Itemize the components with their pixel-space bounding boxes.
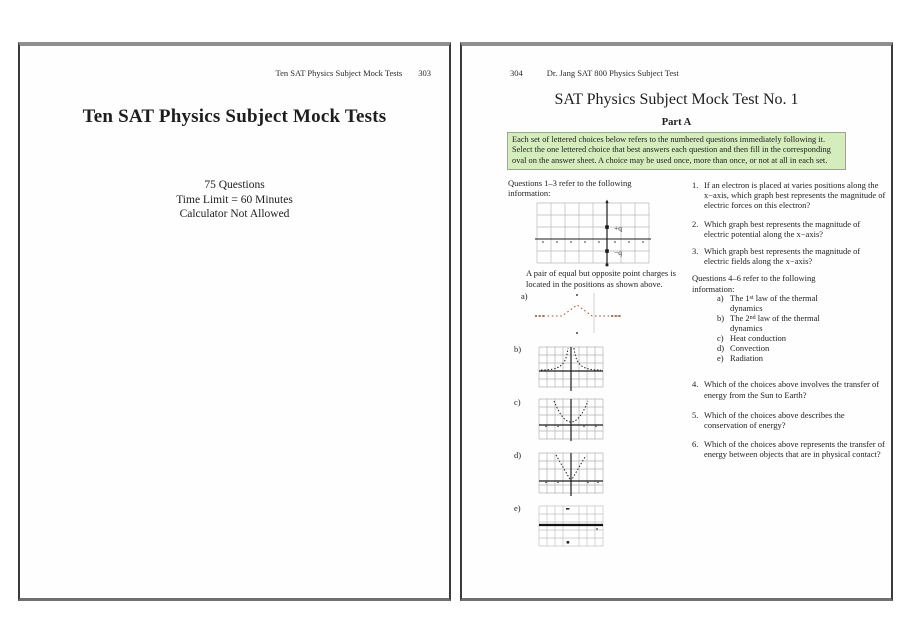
question-text: Which of the choices above involves the transfer of energy from the Sun to Earth?: [704, 379, 880, 400]
choice-label: a): [717, 293, 724, 304]
info-questions: 75 Questions: [204, 179, 265, 191]
info-calculator: Calculator Not Allowed: [179, 208, 290, 220]
question-4: [692, 379, 886, 399]
running-title: Ten SAT Physics Subject Mock Tests: [275, 68, 403, 78]
group2-intro: [692, 273, 886, 293]
answer-option-c: [508, 397, 700, 447]
positive-charge-point: [605, 226, 609, 230]
question-columns: [462, 178, 891, 548]
choice-a: [717, 294, 886, 313]
question-text: Which of the choices above represents the transfer of energy between objects that are in physical contact?: [704, 439, 885, 460]
choice-label: e): [717, 352, 724, 363]
lettered-choices: [717, 294, 886, 363]
group1-intro-line1: Questions 1–3 refer to the following: [508, 177, 632, 188]
option-d-label: d): [514, 449, 522, 460]
option-b-label: b): [514, 343, 522, 354]
question-number: 4.: [692, 379, 699, 390]
option-a-label: a): [521, 290, 528, 301]
negative-charge-label: −q: [614, 248, 622, 258]
choice-text: Heat conduction: [730, 332, 786, 343]
graph-c-parabola-curve: [538, 397, 604, 441]
option-c-label: c): [514, 396, 521, 407]
info-time-limit: Time Limit = 60 Minutes: [176, 193, 293, 206]
page-number: 304: [510, 68, 523, 78]
test-info-block: [20, 178, 449, 222]
question-number: 1.: [692, 179, 699, 190]
graph-b-spike-curve: [538, 344, 604, 391]
option-e-label: e): [514, 502, 521, 513]
choice-label: b): [717, 312, 725, 323]
question-text: Which graph best represents the magnitude of electric potential along the x−axis?: [704, 218, 861, 239]
instructions-box: Each set of lettered choices below refers to the numbered questions immediately following it. Select the one lettered choice that best answers each question and then fill in the corresponding oval on the answer sheet. A choice may be used once, more than once, or not at all in each set.: [507, 132, 846, 170]
running-title: Dr. Jang SAT 800 Physics Subject Test: [546, 68, 679, 78]
question-5: [692, 410, 886, 430]
positive-charge-label: +q: [614, 223, 622, 233]
answer-option-a: [508, 291, 700, 341]
choice-text: Radiation: [730, 352, 764, 363]
choice-b: [717, 314, 886, 333]
graph-e-constant-line: [538, 503, 604, 547]
question-number: 6.: [692, 439, 699, 450]
question-number: 2.: [692, 218, 699, 229]
answer-option-e: [508, 503, 700, 551]
question-2: [692, 219, 886, 239]
group2-intro-line1: Questions 4–6 refer to the following: [692, 273, 816, 284]
choice-text: The 1st law of the thermal dynamics: [730, 293, 818, 313]
figure-caption: A pair of equal but opposite point charges is located in the positions as shown above.: [526, 268, 676, 289]
part-label: Part A: [661, 117, 692, 128]
group2-intro-line2: information:: [692, 283, 735, 294]
charge-diagram-figure: [534, 199, 652, 267]
question-text: Which of the choices above describes the conservation of energy?: [704, 409, 845, 430]
y-axis-arrow-icon: [605, 200, 608, 204]
question-text: Which graph best represents the magnitude of electric fields along the x−axis?: [704, 245, 861, 267]
graph-d-v-shape-curve: [538, 450, 604, 496]
question-number: 5.: [692, 409, 699, 420]
negative-charge-point: [605, 250, 609, 254]
left-page: [18, 42, 451, 601]
answer-option-b: [508, 344, 700, 394]
page-number: 303: [418, 68, 431, 78]
question-column: [692, 178, 886, 460]
question-text: If an electron is placed at varies positions along the x−axis, which graph best represents the magnitude of electric forces on this electron?: [704, 179, 886, 211]
choice-text: Convection: [730, 342, 770, 353]
right-page: [460, 42, 893, 601]
question-6: [692, 439, 886, 459]
group1-intro-line2: information:: [508, 188, 551, 199]
choice-label: d): [717, 342, 725, 353]
question-number: 3.: [692, 245, 699, 256]
question-3: [692, 246, 886, 266]
right-page-header: [462, 68, 891, 78]
choice-e: [717, 354, 886, 364]
left-page-header: [20, 68, 449, 78]
answer-option-d: [508, 450, 700, 500]
test-title: SAT Physics Subject Mock Test No. 1: [554, 91, 799, 108]
choice-label: c): [717, 332, 724, 343]
choice-text: The 2nd law of the thermal dynamics: [730, 312, 820, 333]
graph-a-bump-curve: [532, 291, 624, 337]
book-title: Ten SAT Physics Subject Mock Tests: [82, 106, 387, 127]
figure-column: [508, 178, 700, 551]
question-1: [692, 180, 886, 211]
